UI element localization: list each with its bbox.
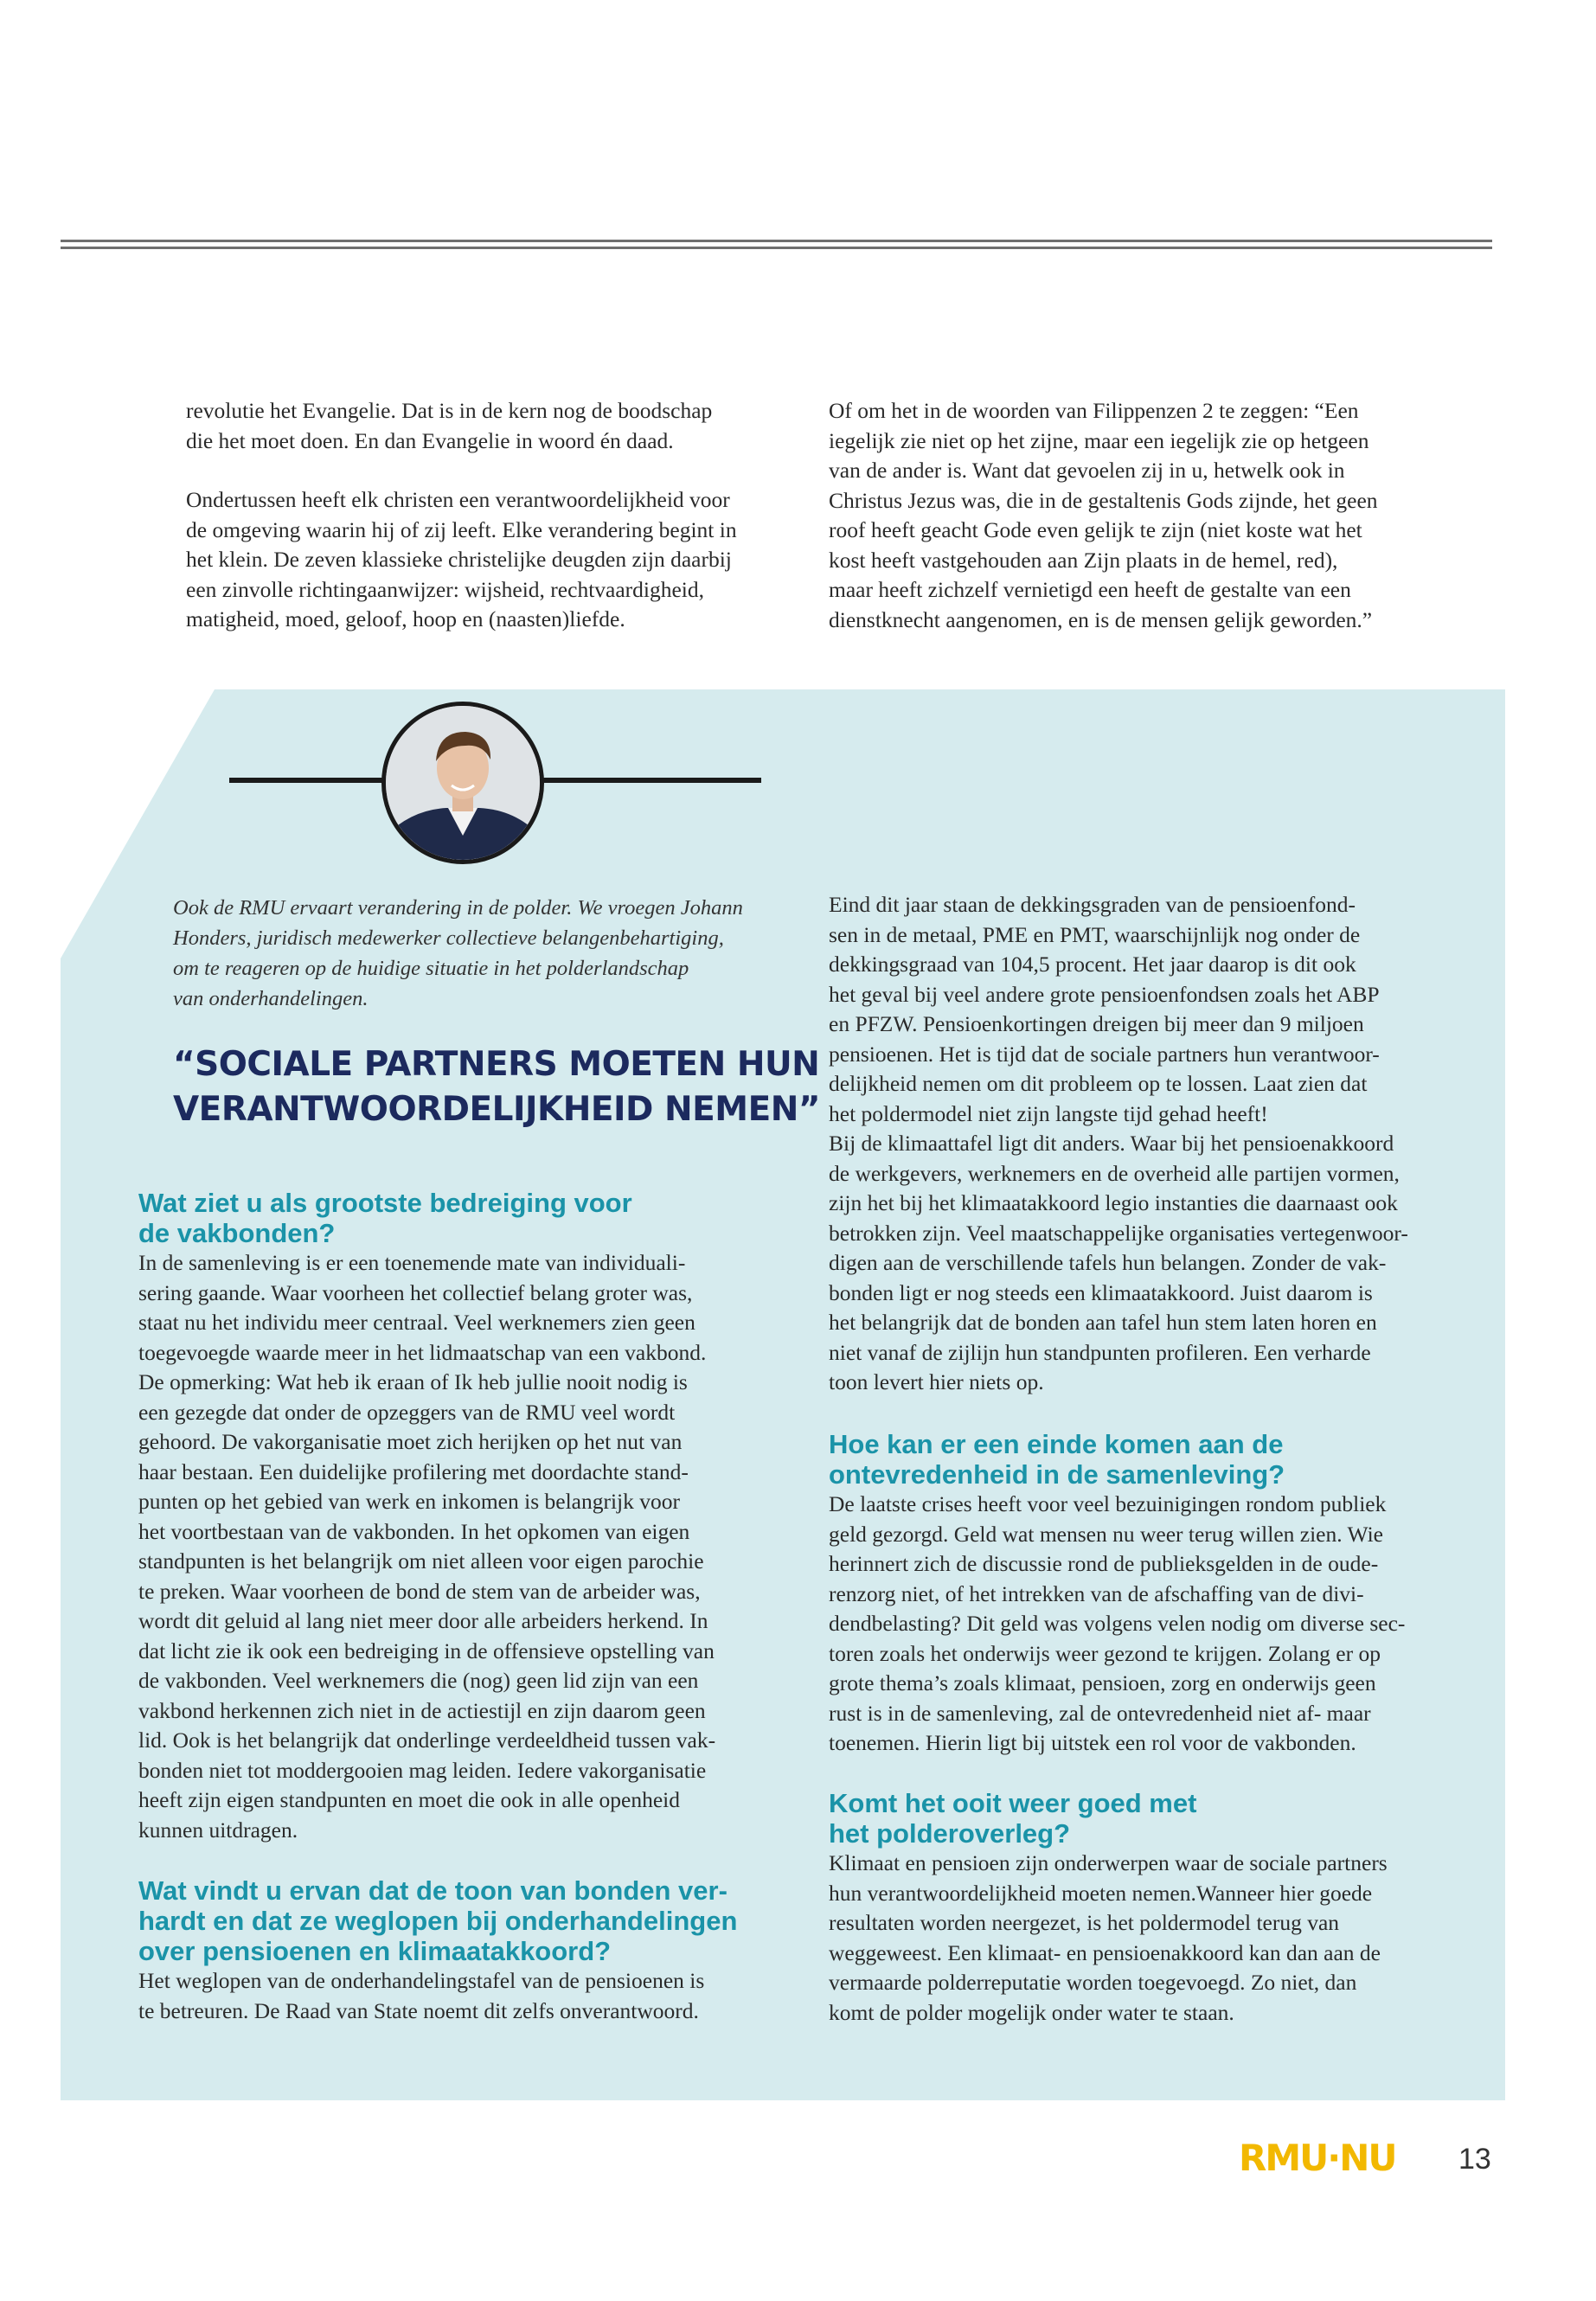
answer-1: In de samenleving is er een toenemende mate van individuali- sering gaande. Waar voorheen het collectief belang groter was, staat nu het individu meer centraal. Veel werknemers zien geen toegevoegde waarde meer in het lidmaatschap van een vakbond. De opmerking: Wat heb ik eraan of Ik heb jullie nooit nodig is een gezegde dat onder de opzeggers van de RMU veel wordt gehoord. De vakorganisatie moet zich herijken op het nut van haar bestaan. Een duidelijke profilering met doordachte stand- punten op het gebied van werk en inkomen is belangrijk voor het voortbestaan van de vakbonden. In het opkomen van eigen standpunten is het belangrijk om niet alleen voor eigen parochie te preken. Waar voorheen de bond de stem van de arbeider was, wordt dit geluid al lang niet meer door alle arbeiders herkend. In dat licht zie ik ook een bedreiging in de offensieve opstelling van de vakbonden. Veel werknemers die (nog) geen lid zijn van een vakbond herkennen zich niet in de actiestijl en zijn daarom geen lid. Ook is het belangrijk dat onderlinge verdeeldheid tussen vak- bonden niet tot moddergooien mag leiden. Iedere vakorganisatie heeft zijn eigen standpunten en moet die ook in alle openheid kunnen uitdragen.	[138, 1250, 716, 1843]
question-1-heading: Wat ziet u als grootste bedreiging voor de vakbonden?	[138, 1188, 632, 1248]
answer-3: De laatste crises heeft voor veel bezuinigingen rondom publiek geld gezorgd. Geld wat mensen nu weer terug willen zien. Wie herinnert zich de discussie rond de publieksgelden in de oude- renzorg niet, of het intrekken van de afschaffing van de divi- dendbelasting? Dit geld was volgens velen nodig om diverse sec- toren zoals het onderwijs weer gezond te krijgen. Zolang er op grote thema’s zoals klimaat, pensioen, zorg en onderwijs geen rust is in de samenleving, zal de ontevredenheid niet af- maar toenemen. Hierin ligt bij uitstek een rol voor de vakbonden.	[829, 1491, 1406, 1755]
portrait-line-left	[229, 778, 387, 783]
question-3-block	[829, 1429, 1405, 1759]
portrait-avatar	[381, 702, 544, 864]
right-column-intro: Eind dit jaar staan de dekkingsgraden van de pensioenfond- sen in de metaal, PME en PMT, waarschijnlijk nog onder de dekkingsgraad van 104,5 procent. Het jaar daarop is dit ook het geval bij veel andere grote pensioenfondsen zoals het ABP en PFZW. Pensioenkortingen dreigen bij meer dan 9 miljoen pensioenen. Het is tijd dat de sociale partners hun verantwoor- delijkheid nemen om dit probleem op te lossen. Laat zien dat het poldermodel niet zijn langste tijd gehad heeft! Bij de klimaattafel ligt dit anders. Waar bij het pensioenakkoord de werkgevers, werknemers en de overheid alle partijen vormen, zijn het bij het klimaatakkoord legio instanties die daarnaast ook betrokken zijn. Veel maatschappelijke organisaties vertegenwoor- digen aan de verschillende tafels hun belangen. Zonder de vak- bonden ligt er nog steeds een klimaatakkoord. Juist daarom is het belangrijk dat de bonden aan tafel hun stem laten horen en niet vanaf de zijlijn hun standpunten profileren. Een verharde toon levert hier niets op.	[829, 892, 1408, 1394]
intro-text: Ook de RMU ervaart verandering in de polder. We vroegen Johann Honders, juridisch medewerker collectieve belangenbehartiging, om te reageren op de huidige situatie in het polderlandschap van onderhandelingen.	[173, 896, 743, 1010]
rmu-nu-logo: RMU·NU	[1239, 2137, 1396, 2179]
bible-quote-paragraph: Of om het in de woorden van Filippenzen 2 te zeggen: “Een iegelijk zie niet op het zijne, maar een iegelijk zie op hetgeen van de ander is. Want dat gevoelen zij in u, hetwelk ook in Christus Jezus was, die in de gestaltenis Gods zijnde, het geen roof heeft geacht Gode even gelijk te zijn (niet koste wat het kost heeft vastgehouden aan Zijn plaats in de hemel, red), maar heeft zichzelf vernietigd een heeft de gestalte van een dienstknecht aangenomen, en is de mensen gelijk geworden.”	[829, 398, 1378, 632]
question-2-block	[138, 1875, 737, 2026]
answer-2: Het weglopen van de onderhandelingstafel van de pensioenen is te betreuren. De Raad van State noemt dit zelfs onverantwoord.	[138, 1968, 705, 2023]
pull-quote: “SOCIALE PARTNERS MOETEN HUN VERANTWOORDELIJKHEID NEMEN”	[173, 1045, 820, 1129]
answer-4: Klimaat en pensioen zijn onderwerpen waar de sociale partners hun verantwoordelijkheid moeten nemen.Wanneer hier goede resultaten worden neergezet, is het poldermodel terug van weggeweest. Een klimaat- en pensioenakkoord kan dan aan de vermaarde polderreputatie worden toegevoegd. Zo niet, dan komt de polder mogelijk onder water te staan.	[829, 1850, 1388, 2025]
question-1-block	[138, 1188, 715, 1845]
person-portrait-icon	[386, 706, 540, 860]
portrait-line-right	[529, 778, 761, 783]
question-3-heading: Hoe kan er een einde komen aan de ontevredenheid in de samenleving?	[829, 1429, 1285, 1490]
top-left-paragraph-2: Ondertussen heeft elk christen een verantwoordelijkheid voor de omgeving waarin hij of zij leeft. Elke verandering begint in het klein. De zeven klassieke christelijke deugden zijn daarbij een zinvolle richtingaanwijzer: wijsheid, rechtvaardigheid, matigheid, moed, geloof, hoop en (naasten)liefde.	[186, 487, 737, 631]
question-2-heading: Wat vindt u ervan dat de toon van bonden ver- hardt en dat ze weglopen bij onderhandelingen over pensioenen en klimaatakkoord?	[138, 1875, 738, 1966]
question-4-heading: Komt het ooit weer goed met het polderoverleg?	[829, 1788, 1197, 1849]
question-4-block	[829, 1788, 1388, 2028]
page-number: 13	[1458, 2143, 1491, 2176]
top-left-paragraph-1: revolutie het Evangelie. Dat is in de kern nog de boodschap die het moet doen. En dan Evangelie in woord én daad.	[186, 398, 713, 453]
